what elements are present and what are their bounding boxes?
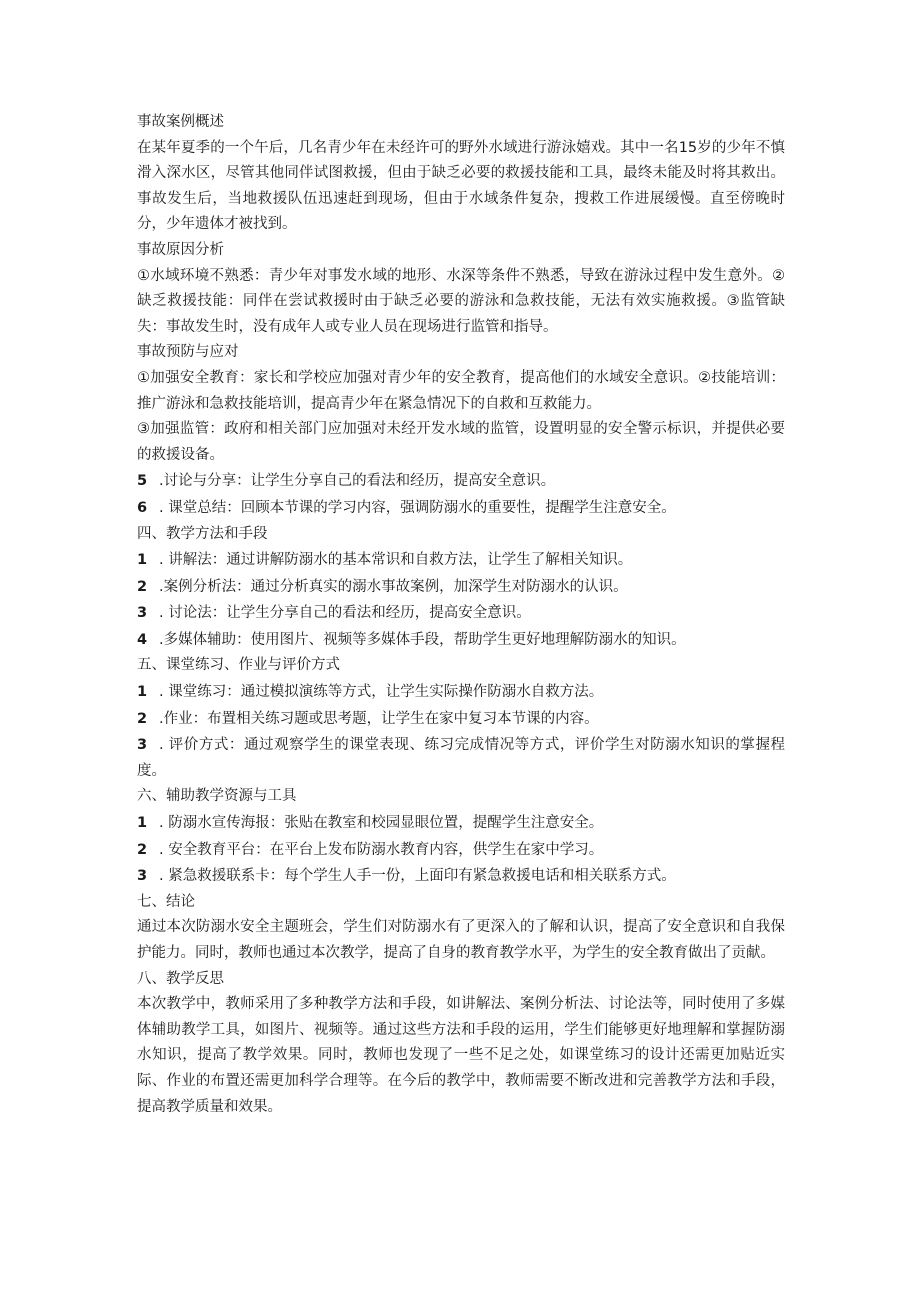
item-text: .多媒体辅助：使用图片、视频等多媒体手段，帮助学生更好地理解防溺水的知识。	[159, 631, 686, 648]
item-number: 2	[137, 841, 148, 858]
causes-heading: 事故原因分析	[137, 241, 224, 258]
practice-heading: 五、课堂练习、作业与评价方式	[137, 657, 340, 674]
item-number: 1	[137, 684, 148, 701]
methods-item	[137, 548, 785, 574]
item-text: .案例分析法：通过分析真实的溺水事故案例，加深学生对防溺水的认识。	[159, 578, 628, 595]
resources-item	[137, 811, 785, 837]
item-number: 2	[137, 578, 148, 595]
methods-item	[137, 628, 785, 654]
prevention-body-1: ①加强安全教育：家长和学校应加强对青少年的安全教育，提高他们的水域安全意识。②技能培训：推广游泳和急救技能培训，提高青少年在紧急情况下的自救和互救能力。	[137, 369, 785, 412]
item-text: . 紧急救援联系卡：每个学生人手一份，上面印有紧急救援电话和相关联系方式。	[159, 868, 676, 885]
practice-item	[137, 707, 785, 733]
step-text: .讨论与分享：让学生分享自己的看法和经历，提高安全意识。	[159, 473, 556, 490]
step-text: . 课堂总结：回顾本节课的学习内容，强调防溺水的重要性，提醒学生注意安全。	[159, 499, 676, 516]
causes-body: ①水域环境不熟悉：青少年对事发水域的地形、水深等条件不熟悉，导致在游泳过程中发生意外。②缺乏救援技能：同伴在尝试救援时由于缺乏必要的游泳和急救技能，无法有效实施救援。③监管缺失：事故发生时，没有成年人或专业人员在现场进行监管和指导。	[137, 267, 785, 335]
item-text: .作业：布置相关练习题或思考题，让学生在家中复习本节课的内容。	[159, 710, 599, 727]
item-text: . 防溺水宣传海报：张贴在教室和校园显眼位置，提醒学生注意安全。	[159, 815, 604, 832]
document-page	[137, 110, 785, 1120]
conclusion-heading: 七、结论	[137, 893, 195, 910]
item-text: . 评价方式：通过观察学生的课堂表现、练习完成情况等方式，评价学生对防溺水知识的掌握程度。	[137, 737, 785, 779]
reflection-body: 本次教学中，教师采用了多种教学方法和手段，如讲解法、案例分析法、讨论法等，同时使用了多媒体辅助教学工具，如图片、视频等。通过这些方法和手段的运用，学生们能够更好地理解和掌握防溺水知识，提高了教学效果。同时，教师也发现了一些不足之处，如课堂练习的设计还需更加贴近实际、作业的布置还需更加科学合理等。在今后的教学中，教师需要不断改进和完善教学方法和手段，提高教学质量和效果。	[137, 996, 785, 1115]
item-number: 1	[137, 815, 148, 832]
case-heading: 事故案例概述	[137, 114, 224, 130]
item-number: 3	[137, 737, 148, 754]
practice-item	[137, 733, 785, 784]
step-item	[137, 469, 785, 495]
resources-heading: 六、辅助教学资源与工具	[137, 788, 297, 805]
methods-item	[137, 575, 785, 601]
item-number: 3	[137, 605, 148, 622]
item-text: . 讲解法：通过讲解防溺水的基本常识和自救方法，让学生了解相关知识。	[159, 552, 633, 569]
reflection-heading: 八、教学反思	[137, 970, 224, 987]
prevention-body-2: ③加强监管：政府和相关部门应加强对未经开发水域的监管，设置明显的安全警示标识，并提供必要的救援设备。	[137, 421, 785, 463]
item-text: . 讨论法：让学生分享自己的看法和经历，提高安全意识。	[159, 605, 531, 622]
resources-item	[137, 864, 785, 890]
practice-item	[137, 680, 785, 706]
item-number: 4	[137, 631, 148, 648]
item-number: 1	[137, 552, 148, 569]
methods-item	[137, 601, 785, 627]
item-number: 3	[137, 868, 148, 885]
prevention-heading: 事故预防与应对	[137, 344, 239, 361]
item-text: . 课堂练习：通过模拟演练等方式，让学生实际操作防溺水自救方法。	[159, 684, 604, 701]
step-item	[137, 496, 785, 522]
step-number: 6	[137, 499, 148, 516]
case-body: 在某年夏季的一个午后，几名青少年在未经许可的野外水域进行游泳嬉戏。其中一名15岁的少年不慎滑入深水区，尽管其他同伴试图救援，但由于缺乏必要的救援技能和工具，最终未能及时将其救出。事故发生后，当地救援队伍迅速赶到现场，但由于水域条件复杂，搜救工作进展缓慢。直至傍晚时分，少年遗体才被找到。	[137, 139, 785, 233]
step-number: 5	[137, 473, 148, 490]
conclusion-body: 通过本次防溺水安全主题班会，学生们对防溺水有了更深入的了解和认识，提高了安全意识和自我保护能力。同时，教师也通过本次教学，提高了自身的教育教学水平，为学生的安全教育做出了贡献。	[137, 919, 785, 961]
methods-heading: 四、教学方法和手段	[137, 525, 268, 542]
resources-item	[137, 838, 785, 864]
item-text: . 安全教育平台：在平台上发布防溺水教育内容，供学生在家中学习。	[159, 841, 604, 858]
item-number: 2	[137, 710, 148, 727]
